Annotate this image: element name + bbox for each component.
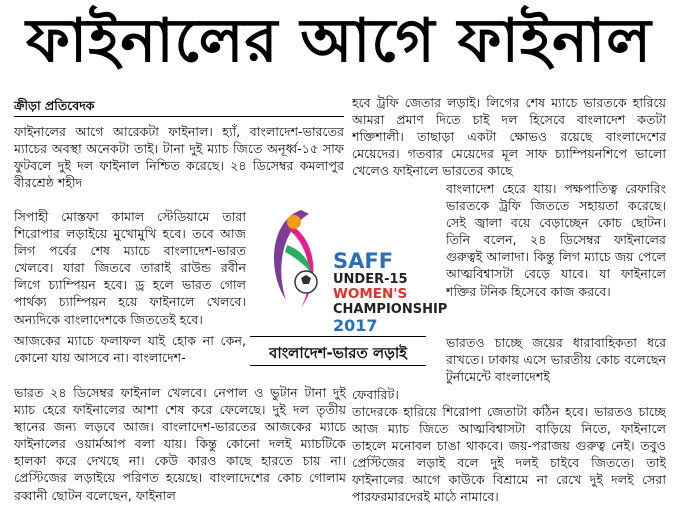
right-col-p5: তাদেরকে হারিয়ে শিরোপা জেতাটা কঠিন হবে। ভারতও চাচ্ছে আজ ম্যাচ জিতে আত্মবিশ্বাসটা বাড়িয়ে নিতে, ফাইনালে তাহলে মনোবল চাঙা থাকবে। জয়-পরাজয় গুরুত্ব নেই। তবুও প্রেস্টিজের লড়াই বলে দুই দলই চাইবে জিততে। তাই ফাইনালের আগে কাউকে বিশ্রামে না রেখে দুই দলই সেরা পারফরমারদেরই মাঠে নামাবে।	[352, 404, 666, 505]
byline: ক্রীড়া প্রতিবেদক	[14, 98, 95, 113]
headline: ফাইনালের আগে ফাইনাল	[25, 6, 653, 76]
byline-rule	[14, 116, 344, 117]
subheading-rule-bottom	[250, 365, 426, 366]
player-ring-icon	[261, 200, 331, 315]
subheading: বাংলাদেশ-ভারত লড়াই	[269, 344, 407, 362]
logo-line1: UNDER-15	[333, 272, 408, 287]
logo-text	[333, 250, 447, 335]
left-col-p4: ভারত ২৪ ডিসেম্বর ফাইনাল খেলবে। নেপাল ও ভুটান টানা দুই ম্যাচ হেরে ফাইনালের আশা শেষ করে ফেলেছে। দুই দল তৃতীয় স্থানের জন্য লড়বে আজ। বাংলাদেশ-ভারতের আজকের ম্যাচে ফাইনালের ওয়ার্মআপ বলা যায়। কিন্তু কোনো দলই ম্যাচটিকে হালকা করে দেখছে না। কেউ কারও কাছে হারতে চায় না। প্রেস্টিজের লড়াইয়ে পরিণত হয়েছে। বাংলাদেশের কোচ গোলাম রব্বানী ছোটন বলেছেন, ফাইনাল	[14, 385, 346, 503]
left-col-p1: ফাইনালের আগে আরেকটা ফাইনাল। হ্যাঁ, বাংলাদেশ-ভারতের ম্যাচের অবস্থা অনেকটা তাই। টানা দুই ম্যাচ জিতে অনূর্ধ্ব-১৫ সাফ ফুটবলে দুই দল ফাইনাল নিশ্চিত করেছে। ২৪ ডিসেম্বর কমলাপুর বীরশ্রেষ্ঠ শহীদ	[14, 124, 344, 191]
subheading-rule-top	[250, 336, 426, 337]
logo-org: SAFF	[333, 249, 394, 273]
logo-line2: WOMEN'S	[333, 286, 408, 302]
left-col-p2: সিপাহী মোস্তফা কামাল স্টেডিয়ামে তারা শিরোপার লড়াইয়ে মুখোমুখি হবে। তবে আজ লিগ পর্বের শেষ ম্যাচে বাংলাদেশ-ভারত খেলবে। যারা জিতবে তারাই রাউন্ড রবীন লিগে চ্যাম্পিয়ন হবে। ড্র হলে ভারত গোল পার্থক্য চ্যাম্পিয়ন হয়ে ফাইনালে খেলবে। অন্যদিকে বাংলাদেশকে জিততেই হবে।	[14, 209, 246, 327]
logo-year: 2017	[333, 316, 378, 335]
right-col-p3: ভারতও চাচ্ছে জয়ের ধারাবাহিকতা ধরে রাখতে। ঢাকায় এসে ভারতীয় কোচ বলেছেন টুর্নামেন্টে বাংলাদেশই	[446, 335, 666, 385]
right-col-p2: বাংলাদেশ হেরে যায়। পক্ষপাতিত্ব রেফারিং ভারতকে ট্রফি জিততে সহায়তা করেছে। সেই জ্বালা বয়ে বেড়াচ্ছেন কোচ ছোটন। তিনি বলেন, ২৪ ডিসেম্বর ফাইনালের গুরুত্বই আলাদা। কিন্তু লিগ ম্যাচে জয় পেলে আত্মবিশ্বাসটা বেড়ে যাবে। যা ফাইনালে শক্তির টনিক হিসেবে কাজ করবে।	[446, 181, 666, 299]
saff-logo	[249, 196, 448, 335]
left-col-p3: আজকের ম্যাচে ফলাফল যাই হোক না কেন, কোনো যায় আসবে না। বাংলাদেশ-	[14, 333, 246, 366]
logo-line3: CHAMPIONSHIP	[333, 302, 448, 317]
right-col-p1: হবে ট্রফি জেতার লড়াই। লিগের শেষ ম্যাচে ভারতকে হারিয়ে আমরা প্রমাণ দিতে চাই দল হিসেবে বাংলাদেশ কতটা শক্তিশালী। তাছাড়া একটা ক্ষোভও রয়েছে বাংলাদেশের মেয়েদের। গতবার মেয়েদের মূল সাফ চ্যাম্পিয়নশিপে ভালো খেলেও ফাইনালে ভারতের কাছে	[352, 95, 666, 179]
right-col-p4: ফেবারিট।	[352, 387, 399, 402]
